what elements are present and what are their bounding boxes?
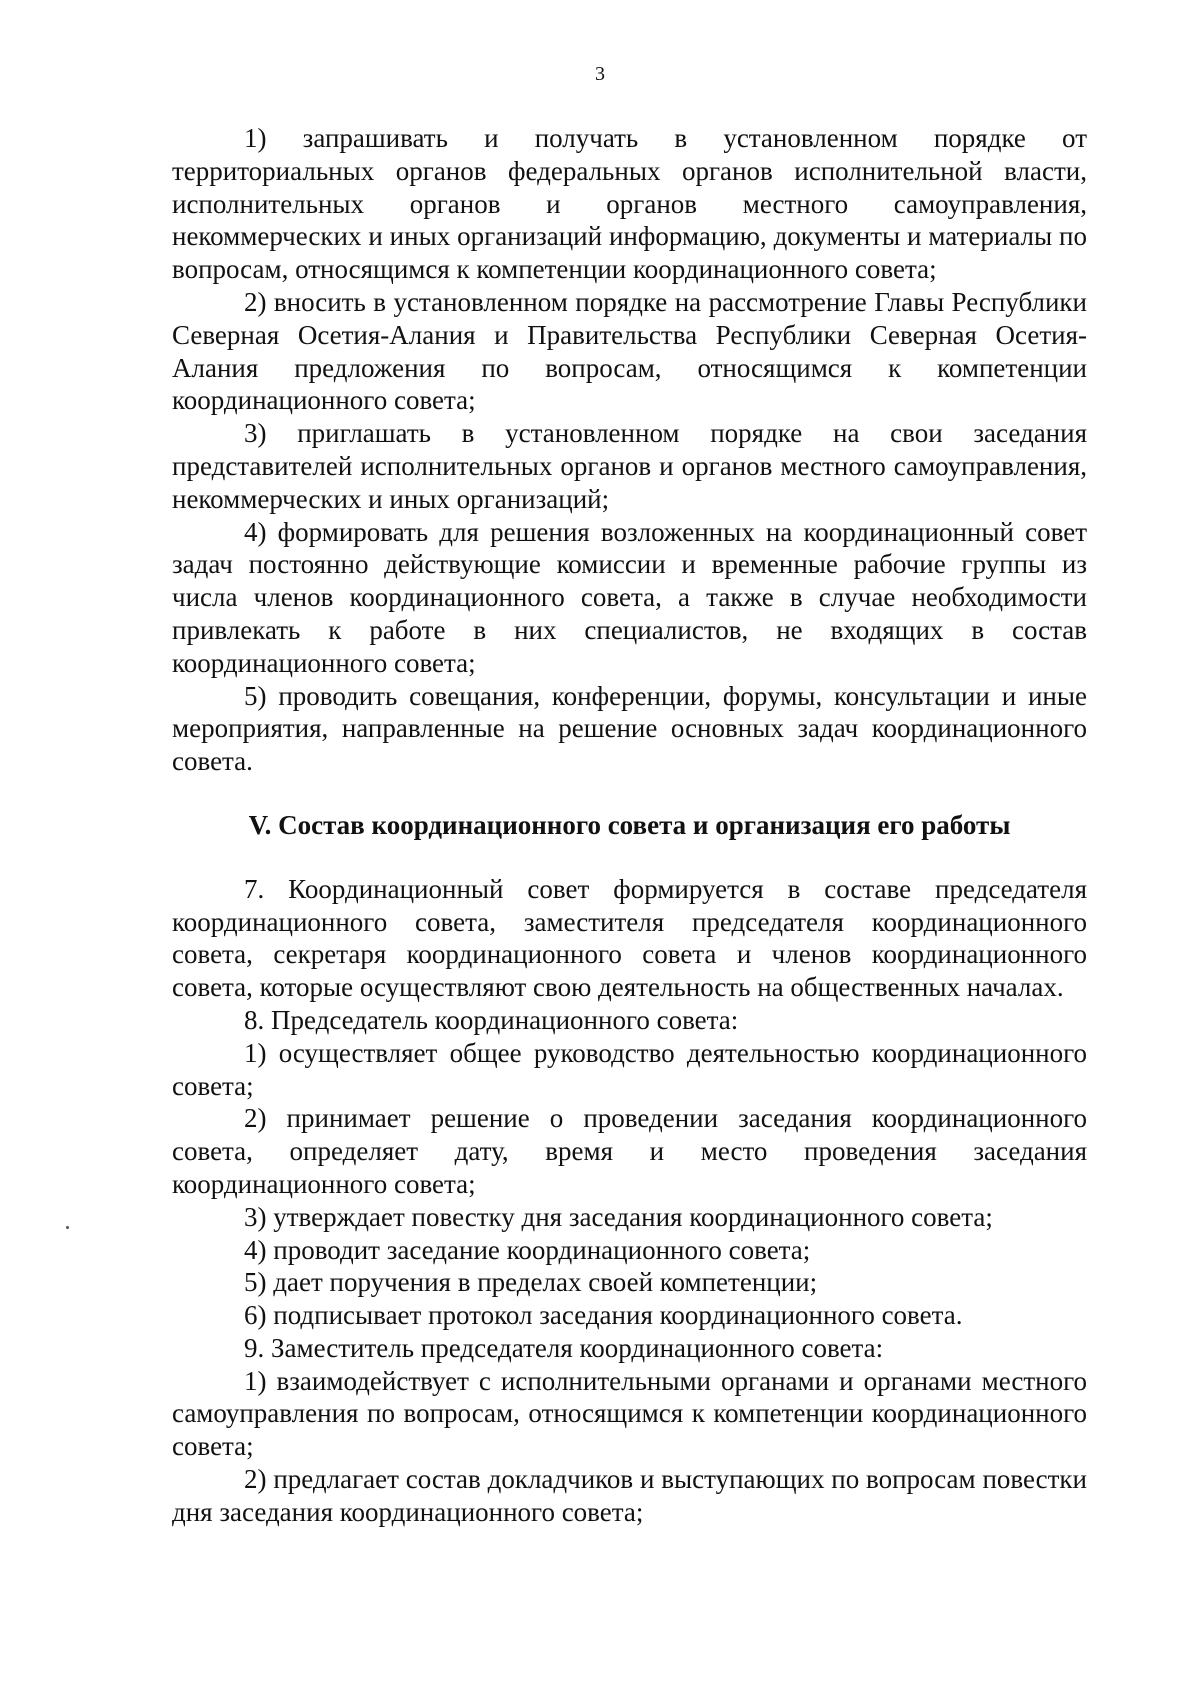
paragraph-8-6: 6) подписывает протокол заседания координационного совета. [244,1300,963,1331]
paragraph-9-1: 1) взаимодействует с исполнительными органами и органами местного самоуправления по вопросам, относящимся к компетенции координационного совета; [172,1365,1087,1462]
paragraph-rights-2: 2) вносить в установленном порядке на рассмотрение Главы Республики Северная Осетия-Алания и Правительства Республики Северная Осетия-Алания предложения по вопросам, относящимся к компетенции координационного совета; [172,286,1087,416]
paragraph-8-1: 1) осуществляет общее руководство деятельностью координационного совета; [172,1037,1087,1101]
section-heading: V. Состав координационного совета и организация его работы [248,809,1011,840]
paragraph-8-3: 3) утверждает повестку дня заседания координационного совета; [244,1201,993,1232]
paragraph-9: 9. Заместитель председателя координационного совета: [244,1332,884,1363]
paragraph-8-5: 5) дает поручения в пределах своей компетенции; [244,1267,818,1298]
paragraph-rights-1: 1) запрашивать и получать в установленном порядке от территориальных органов федеральных органов исполнительной власти, исполнительных органов и органов местного самоуправления, некоммерческих и иных организаций информацию, документы и материалы по вопросам, относящимся к компетенции координационного совета; [172,123,1087,285]
paragraph-7: 7. Координационный совет формируется в составе председателя координационного совета, заместителя председателя координационного совета, секретаря координационного совета и членов координационного совета, которые осуществляют свою деятельность на общественных началах. [172,873,1087,1003]
paragraph-8-2: 2) принимает решение о проведении заседания координационного совета, определяет дату, время и место проведения заседания координационного совета; [172,1103,1087,1199]
paragraph-9-2: 2) предлагает состав докладчиков и выступающих по вопросам повестки дня заседания координационного совета; [172,1464,1087,1527]
paragraph-rights-5: 5) проводить совещания, конференции, форумы, консультации и иные мероприятия, направленные на решение основных задач координационного совета. [172,680,1087,777]
paragraph-rights-4: 4) формировать для решения возложенных на координационный совет задач постоянно действующие комиссии и временные рабочие группы из числа членов координационного совета, а также в случае необходимости привлекать к работе в них специалистов, не входящих в состав координационного совета; [172,516,1087,678]
page-number: 3 [595,63,605,85]
paragraph-8: 8. Председатель координационного совета: [244,1004,739,1035]
scan-speck [66,1226,69,1229]
document-body [172,122,1087,1529]
paragraph-8-4: 4) проводит заседание координационного совета; [244,1234,811,1265]
paragraph-rights-3: 3) приглашать в установленном порядке на свои заседания представителей исполнительных органов и органов местного самоуправления, некоммерческих и иных организаций; [172,418,1087,514]
